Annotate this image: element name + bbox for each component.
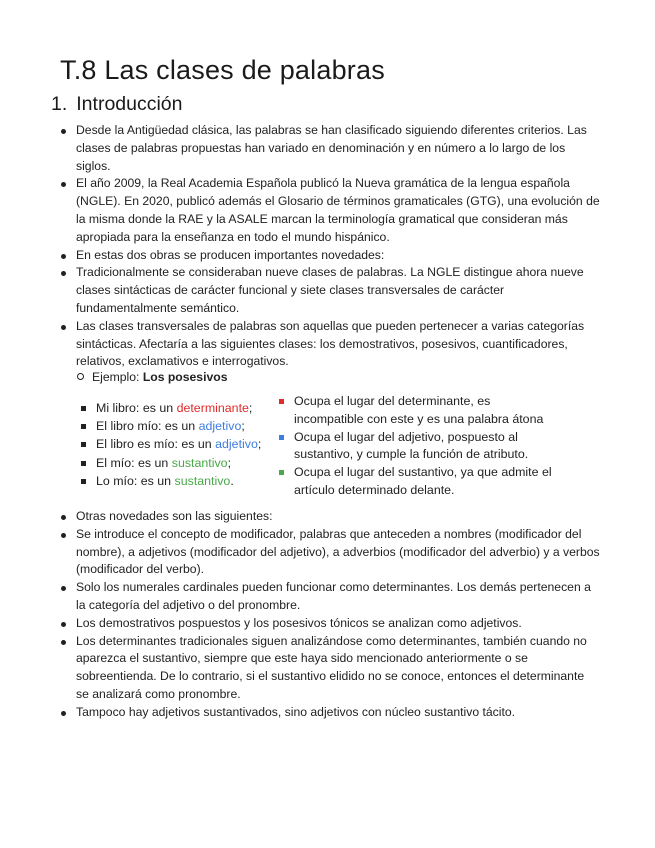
bullet-icon — [61, 182, 66, 187]
example-punct: ; — [241, 419, 245, 434]
list-item-text: El año 2009, la Real Academia Española publicó la Nueva gramática de la lengua española (NGLE). En 2020, publicó además el Glosario de términos gramaticales (GTG), una evolución de la misma donde la RAE y la ASALE marcan la terminología gramatical que consideran más apropiada para la enseñanza en todo el mundo hispánico. — [76, 176, 600, 244]
square-bullet-icon — [81, 461, 86, 466]
note-item — [279, 464, 559, 500]
note-item — [279, 393, 559, 429]
square-bullet-icon — [81, 442, 86, 447]
list-item — [0, 615, 600, 633]
list-item — [0, 247, 600, 265]
example-item — [80, 472, 261, 490]
note-text: Ocupa el lugar del adjetivo, pospuesto al sustantivo, y cumple la función de atributo. — [294, 429, 529, 462]
list-item-text: Los determinantes tradicionales siguen analizándose como determinantes, también cuando no aparezca el sustantivo, siempre que este haya sido mencionado anteriormente o se sobreentienda. De lo contrario, si el sustantivo elidido no se conoce, entonces el determinante se analizará como pronombre. — [76, 633, 587, 701]
hollow-bullet-icon — [77, 373, 84, 380]
square-bullet-icon — [81, 424, 86, 429]
list-item — [0, 704, 600, 722]
category-word: sustantivo — [171, 455, 228, 470]
list-item-text: Tampoco hay adjetivos sustantivados, sino adjetivos con núcleo sustantivo tácito. — [76, 704, 515, 719]
category-word: adjetivo — [198, 419, 242, 434]
intro-bullet-list — [0, 122, 600, 371]
list-item-text: Los demostrativos pospuestos y los posesivos tónicos se analizan como adjetivos. — [76, 615, 522, 630]
list-item — [0, 175, 600, 246]
example-notes — [279, 393, 559, 500]
example-list — [80, 399, 261, 490]
note-text: Ocupa el lugar del determinante, es incompatible con este y es una palabra átona — [294, 394, 544, 426]
list-item — [0, 526, 600, 579]
list-item-text: En estas dos obras se producen importantes novedades: — [76, 247, 385, 262]
example-text: El libro es mío: es un — [96, 437, 216, 452]
bullet-icon — [61, 586, 66, 591]
example-punct: ; — [227, 455, 232, 470]
example-text: El mío: es un — [96, 455, 172, 470]
list-item — [0, 122, 600, 175]
category-word: sustantivo — [174, 473, 231, 488]
bullet-icon — [61, 622, 66, 627]
square-bullet-icon — [81, 406, 86, 411]
bullet-icon — [61, 515, 66, 520]
bullet-icon — [61, 325, 66, 330]
list-item-text: Tradicionalmente se consideraban nueve clases de palabras. La NGLE distingue ahora nueve clases sintácticas de carácter funcional y siete clases transversales de carácter fundamentalmente semántico. — [76, 265, 584, 315]
list-item-text: Solo los numerales cardinales pueden funcionar como determinantes. Los demás pertenecen a la categoría del adjetivo o del pronombre. — [76, 580, 591, 612]
example-label: Ejemplo: — [92, 370, 143, 384]
section-number: 1. — [51, 93, 68, 115]
list-item-text: Se introduce el concepto de modificador, palabras que anteceden a nombres (modificador del nombre), a adjetivos (modificador del adjetivo), a adverbios (modificador del adverbio) y a verbos (modificador del verbo). — [76, 526, 600, 577]
square-bullet-icon — [81, 479, 86, 484]
example-punct: ; — [257, 437, 262, 452]
list-item-text: Otras novedades son las siguientes: — [76, 509, 273, 523]
list-item — [0, 579, 600, 615]
example-item — [80, 417, 261, 435]
example-heading — [76, 369, 227, 387]
bullet-icon — [61, 271, 66, 276]
example-punct: ; — [248, 401, 253, 415]
list-item — [0, 633, 600, 704]
bullet-icon — [61, 129, 66, 134]
list-item-text: Las clases transversales de palabras son aquellas que pueden pertenecer a varias categorías sintácticas. Afectaría a las siguientes clases: los demostrativos, posesivos, cuantificadores, relativos, exclamativos e interrogativos. — [76, 318, 585, 369]
note-item — [279, 429, 559, 465]
red-square-icon — [279, 399, 284, 404]
bullet-icon — [61, 640, 66, 645]
section-title: Introducción — [76, 93, 183, 115]
note-text: Ocupa el lugar del sustantivo, ya que admite el artículo determinado delante. — [294, 465, 552, 497]
blue-square-icon — [279, 435, 284, 440]
example-text: El libro mío: es un — [96, 419, 199, 434]
example-punct: . — [230, 473, 234, 488]
category-word: determinante — [176, 401, 249, 415]
example-item — [80, 399, 261, 417]
bullet-icon — [61, 711, 66, 716]
example-topic: Los posesivos — [142, 370, 228, 384]
example-item — [80, 435, 261, 453]
bullet-icon — [61, 533, 66, 538]
section-heading — [51, 93, 183, 116]
category-word: adjetivo — [215, 437, 258, 452]
example-item — [80, 454, 261, 472]
list-item — [0, 508, 600, 526]
example-text: Mi libro: es un — [96, 401, 177, 415]
list-item — [0, 264, 600, 317]
novelties-bullet-list — [0, 508, 600, 722]
page-title: T.8 Las clases de palabras — [60, 55, 385, 85]
green-square-icon — [279, 470, 284, 475]
list-item — [0, 318, 600, 371]
bullet-icon — [61, 254, 66, 259]
example-text: Lo mío: es un — [96, 473, 175, 488]
list-item-text: Desde la Antigüedad clásica, las palabras se han clasificado siguiendo diferentes criterios. Las clases de palabras propuestas han variado en denominación y en número a lo largo de los siglos. — [76, 123, 587, 173]
